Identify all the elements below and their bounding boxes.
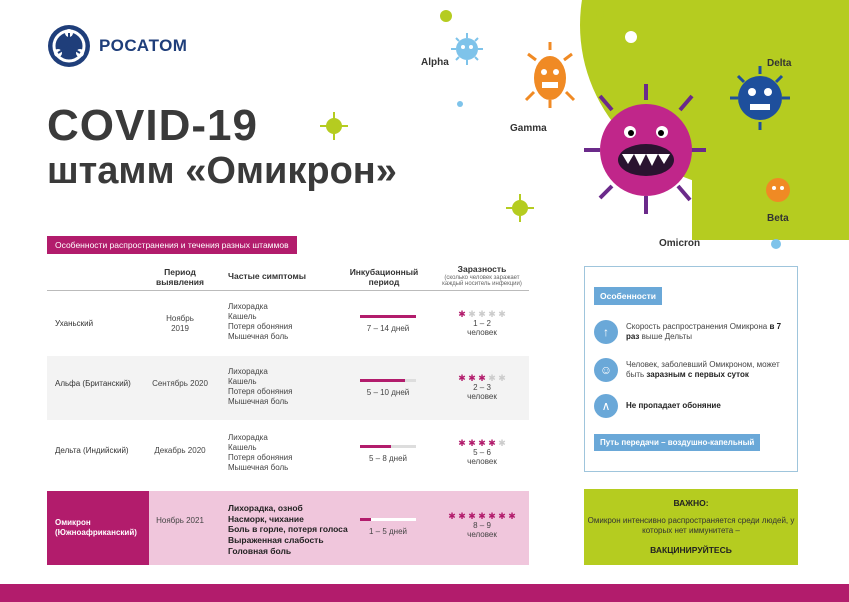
detection-period: Ноябрь 2021 [156, 516, 204, 525]
virus-star-icon: ✱ [468, 511, 476, 521]
symptom: Лихорадка, озноб [228, 503, 303, 513]
incubation-value: 5 – 8 дней [368, 454, 408, 463]
contagiousness-cell [440, 374, 524, 402]
symptom: Потеря обоняния [228, 453, 293, 462]
incubation-bar [360, 518, 416, 521]
section-title: Особенности распространения и течения разных штаммов [47, 236, 297, 254]
feature-text: Человек, заболевший Омикроном, может быть заразным с первых суток [626, 359, 780, 379]
virus-label-delta: Delta [767, 58, 792, 69]
symptom: Головная боль [228, 545, 292, 556]
symptom: Лихорадка [228, 433, 268, 442]
virus-star-icon: ✱ [448, 511, 456, 521]
header-period: Период выявления [156, 267, 204, 287]
header-contagiousness [436, 265, 528, 287]
symptom: Кашель [228, 377, 257, 386]
detection-period: Ноябрь 2019 [166, 314, 194, 333]
symptoms-list [228, 302, 292, 342]
virus-star-icon: ✱ [488, 373, 496, 383]
incubation-cell [360, 445, 416, 463]
header-symptoms: Частые симптомы [228, 271, 306, 281]
symptom: Мышечная боль [228, 397, 289, 406]
incubation-fill [360, 315, 416, 318]
virus-star-icon: ✱ [498, 438, 506, 448]
detection-period: Сентябрь 2020 [152, 379, 208, 388]
contagiousness-cell [440, 439, 524, 467]
incubation-value: 7 – 14 дней [366, 324, 410, 333]
virus-star-icon: ✱ [478, 373, 486, 383]
contagiousness-stars [436, 512, 528, 520]
footer-bar [0, 584, 849, 602]
header-contagiousness-label: Заразность [457, 264, 507, 274]
virus-star-icon: ✱ [478, 309, 486, 319]
detection-period: Декабрь 2020 [154, 446, 206, 455]
symptom: Кашель [228, 312, 257, 321]
virus-star-icon: ✱ [458, 309, 466, 319]
contagiousness-unit: человек [467, 391, 497, 401]
contagiousness-value: 1 – 2 [473, 319, 491, 328]
symptom: Выраженная слабость [228, 534, 324, 545]
virus-label-omicron: Omicron [659, 238, 701, 249]
virus-star-icon: ✱ [468, 309, 476, 319]
important-title: ВАЖНО: [673, 498, 709, 508]
symptom: Потеря обоняния [228, 387, 293, 396]
features-title: Особенности [594, 287, 662, 305]
strain-name: Дельта (Индийский) [55, 446, 129, 455]
contagiousness-unit: человек [467, 529, 497, 539]
contagiousness-stars [440, 374, 524, 382]
incubation-fill [360, 379, 405, 382]
contagiousness-stars [440, 310, 524, 318]
contagiousness-value: 2 – 3 [473, 383, 491, 392]
symptom: Лихорадка [228, 367, 268, 376]
contagiousness-value: 8 – 9 [473, 521, 491, 530]
virus-star-icon: ✱ [458, 373, 466, 383]
brand-name: РОСАТОМ [99, 36, 188, 55]
symptom: Насморк, чихание [228, 513, 304, 524]
feature-item [594, 358, 794, 382]
virus-star-icon: ✱ [498, 309, 506, 319]
strain-name-highlight: Омикрон (Южноафриканский) [47, 491, 149, 565]
omicron-virus-icon [584, 84, 706, 214]
symptom: Мышечная боль [228, 332, 289, 341]
symptom: Лихорадка [228, 302, 268, 311]
strain-name: Альфа (Британский) [55, 379, 131, 388]
virus-star-icon: ✱ [458, 438, 466, 448]
incubation-value: 5 – 10 дней [366, 388, 410, 397]
nose-icon: ∧ [594, 394, 618, 418]
header-contagiousness-note: (сколько человек заражает каждый носитель инфекции) [442, 274, 522, 287]
virus-label-gamma: Gamma [510, 123, 547, 134]
symptom: Кашель [228, 443, 257, 452]
alpha-virus-icon [451, 33, 483, 65]
title-line-2: штамм «Омикрон» [47, 150, 397, 192]
header-incubation: Инкубационный период [349, 267, 419, 287]
symptoms-list [228, 367, 292, 407]
virus-label-beta: Beta [767, 213, 789, 224]
virus-star-icon: ✱ [468, 438, 476, 448]
contagiousness-cell [440, 310, 524, 338]
virus-star-icon: ✱ [488, 511, 496, 521]
feature-text: Не пропадает обоняние [626, 400, 721, 410]
virus-star-icon: ✱ [498, 373, 506, 383]
virus-star-icon: ✱ [488, 309, 496, 319]
symptom: Потеря обоняния [228, 322, 293, 331]
incubation-cell [360, 518, 416, 536]
feature-item [594, 320, 794, 344]
virus-star-icon: ✱ [498, 511, 506, 521]
small-virus-icon [326, 118, 528, 216]
incubation-bar [360, 379, 416, 382]
incubation-cell [360, 379, 416, 397]
virus-label-alpha: Alpha [421, 57, 449, 68]
virus-star-icon: ✱ [508, 511, 516, 521]
incubation-bar [360, 445, 416, 448]
feature-text: Скорость распространения Омикрона в 7 раз выше Дельты [626, 321, 782, 341]
symptoms-list [228, 503, 348, 556]
contagiousness-value: 5 – 6 [473, 448, 491, 457]
sick-person-icon: ☺ [594, 358, 618, 382]
important-call: ВАКЦИНИРУЙТЕСЬ [650, 544, 732, 555]
contagiousness-cell [436, 512, 528, 540]
brand-logo [47, 24, 187, 68]
title-line-1: COVID-19 [47, 101, 258, 150]
feature-item [594, 394, 794, 418]
beta-virus-icon [766, 178, 790, 202]
arrow-up-icon: ↑ [594, 320, 618, 344]
transmission-route: Путь передачи – воздушно-капельный [594, 434, 760, 451]
virus-star-icon: ✱ [488, 438, 496, 448]
incubation-bar [360, 315, 416, 318]
incubation-cell [360, 315, 416, 333]
symptoms-list [228, 433, 292, 473]
virus-star-icon: ✱ [468, 373, 476, 383]
rosatom-logo-icon [47, 24, 91, 68]
incubation-value: 1 – 5 дней [368, 527, 408, 536]
incubation-fill [360, 445, 391, 448]
virus-star-icon: ✱ [478, 511, 486, 521]
contagiousness-stars [440, 439, 524, 447]
important-text: Омикрон интенсивно распространяется среди людей, у которых нет иммунитета – [587, 516, 795, 536]
important-box [584, 489, 798, 565]
incubation-fill [360, 518, 371, 521]
virus-star-icon: ✱ [478, 438, 486, 448]
delta-virus-icon [730, 66, 790, 130]
gamma-virus-icon [526, 42, 574, 108]
virus-star-icon: ✱ [458, 511, 466, 521]
strain-name: Уханьский [55, 319, 94, 328]
contagiousness-unit: человек [467, 456, 497, 466]
symptom: Мышечная боль [228, 463, 289, 472]
symptom: Боль в горле, потеря голоса [228, 524, 348, 535]
contagiousness-unit: человек [467, 327, 497, 337]
